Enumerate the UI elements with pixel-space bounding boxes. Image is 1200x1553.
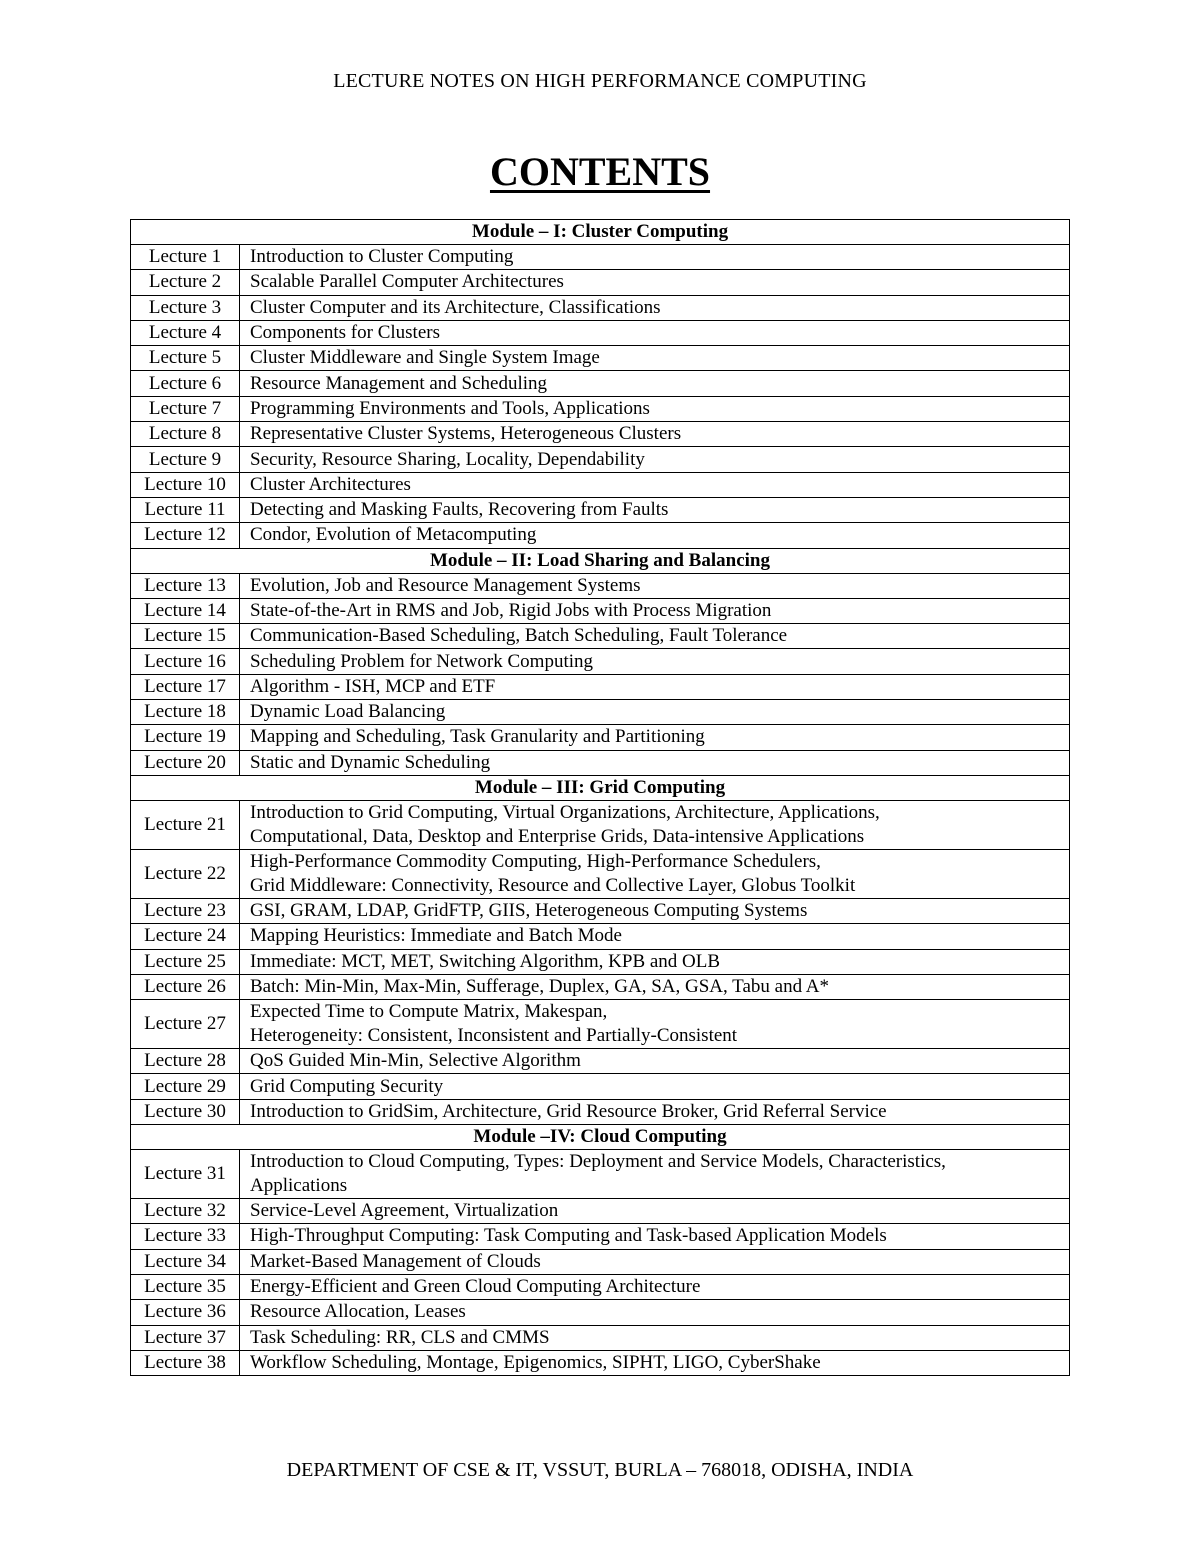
lecture-row xyxy=(131,649,1070,674)
lecture-topic-line: Programming Environments and Tools, Applications xyxy=(250,397,650,419)
lecture-label: Lecture 26 xyxy=(131,974,240,999)
lecture-topic-line: Introduction to Grid Computing, Virtual Organizations, Architecture, Applications, xyxy=(250,801,880,823)
lecture-label: Lecture 19 xyxy=(131,725,240,750)
lecture-topic-line: QoS Guided Min-Min, Selective Algorithm xyxy=(250,1050,581,1072)
lecture-row xyxy=(131,1074,1070,1099)
lecture-topic-line: Immediate: MCT, MET, Switching Algorithm, KPB and OLB xyxy=(250,950,721,972)
lecture-topic-line: Computational, Data, Desktop and Enterprise Grids, Data-intensive Applications xyxy=(250,825,865,847)
lecture-topic xyxy=(240,346,1070,371)
lecture-topic-line: High-Throughput Computing: Task Computing and Task-based Application Models xyxy=(250,1225,887,1247)
lecture-row xyxy=(131,1049,1070,1074)
lecture-topic xyxy=(240,700,1070,725)
lecture-row xyxy=(131,1325,1070,1350)
lecture-label: Lecture 14 xyxy=(131,598,240,623)
lecture-topic xyxy=(240,1350,1070,1375)
lecture-topic xyxy=(240,371,1070,396)
lecture-label: Lecture 6 xyxy=(131,371,240,396)
lecture-topic xyxy=(240,396,1070,421)
lecture-topic-line: Cluster Middleware and Single System Image xyxy=(250,347,600,369)
lecture-row xyxy=(131,245,1070,270)
lecture-label: Lecture 2 xyxy=(131,270,240,295)
lecture-topic-line: Introduction to Cloud Computing, Types: Deployment and Service Models, Characteristics, xyxy=(250,1151,946,1173)
lecture-row xyxy=(131,674,1070,699)
lecture-label: Lecture 28 xyxy=(131,1049,240,1074)
lecture-topic xyxy=(240,523,1070,548)
lecture-row xyxy=(131,573,1070,598)
lecture-topic-line: Resource Allocation, Leases xyxy=(250,1301,466,1323)
lecture-label: Lecture 11 xyxy=(131,497,240,522)
lecture-label: Lecture 32 xyxy=(131,1199,240,1224)
lecture-topic xyxy=(240,1274,1070,1299)
lecture-label: Lecture 15 xyxy=(131,624,240,649)
lecture-topic-line: Introduction to Cluster Computing xyxy=(250,246,514,268)
lecture-topic xyxy=(240,295,1070,320)
lecture-label: Lecture 22 xyxy=(131,849,240,898)
lecture-topic xyxy=(240,270,1070,295)
lecture-topic-line: Resource Management and Scheduling xyxy=(250,372,548,394)
lecture-label: Lecture 35 xyxy=(131,1274,240,1299)
lecture-topic-line: Mapping Heuristics: Immediate and Batch Mode xyxy=(250,925,622,947)
lecture-topic xyxy=(240,1249,1070,1274)
lecture-row xyxy=(131,523,1070,548)
lecture-row xyxy=(131,472,1070,497)
lecture-row xyxy=(131,725,1070,750)
lecture-label: Lecture 36 xyxy=(131,1300,240,1325)
module-title: Module – I: Cluster Computing xyxy=(131,220,1070,245)
lecture-label: Lecture 38 xyxy=(131,1350,240,1375)
lecture-topic-line: State-of-the-Art in RMS and Job, Rigid Jobs with Process Migration xyxy=(250,600,772,621)
lecture-label: Lecture 31 xyxy=(131,1150,240,1199)
lecture-label: Lecture 33 xyxy=(131,1224,240,1249)
lecture-row xyxy=(131,1350,1070,1375)
lecture-topic xyxy=(240,1099,1070,1124)
contents-table-body xyxy=(131,220,1070,1376)
lecture-topic xyxy=(240,245,1070,270)
lecture-row xyxy=(131,1199,1070,1224)
lecture-topic-line: Task Scheduling: RR, CLS and CMMS xyxy=(250,1326,550,1348)
lecture-label: Lecture 30 xyxy=(131,1099,240,1124)
lecture-topic xyxy=(240,949,1070,974)
lecture-row xyxy=(131,624,1070,649)
lecture-row xyxy=(131,295,1070,320)
lecture-topic xyxy=(240,1000,1070,1049)
lecture-row xyxy=(131,750,1070,775)
lecture-row xyxy=(131,270,1070,295)
lecture-row xyxy=(131,320,1070,345)
lecture-label: Lecture 8 xyxy=(131,422,240,447)
lecture-row xyxy=(131,974,1070,999)
lecture-row xyxy=(131,700,1070,725)
lecture-topic-line: Expected Time to Compute Matrix, Makespan, xyxy=(250,1001,608,1023)
lecture-row xyxy=(131,371,1070,396)
lecture-topic-line: Condor, Evolution of Metacomputing xyxy=(250,524,537,546)
lecture-label: Lecture 5 xyxy=(131,346,240,371)
lecture-topic xyxy=(240,1325,1070,1350)
lecture-topic xyxy=(240,649,1070,674)
lecture-label: Lecture 13 xyxy=(131,573,240,598)
lecture-row xyxy=(131,1099,1070,1124)
lecture-label: Lecture 7 xyxy=(131,396,240,421)
lecture-topic-line: Mapping and Scheduling, Task Granularity and Partitioning xyxy=(250,726,705,748)
lecture-topic xyxy=(240,898,1070,923)
lecture-row xyxy=(131,422,1070,447)
lecture-row xyxy=(131,598,1070,623)
lecture-topic-line: High-Performance Commodity Computing, High-Performance Schedulers, xyxy=(250,850,821,872)
lecture-row xyxy=(131,1300,1070,1325)
lecture-topic-line: Representative Cluster Systems, Heterogeneous Clusters xyxy=(250,423,682,445)
lecture-topic xyxy=(240,624,1070,649)
lecture-topic-line: Introduction to GridSim, Architecture, Grid Resource Broker, Grid Referral Service xyxy=(250,1100,887,1122)
module-header-row xyxy=(131,220,1070,245)
lecture-row xyxy=(131,849,1070,898)
lecture-topic-line: Detecting and Masking Faults, Recovering from Faults xyxy=(250,499,669,521)
lecture-label: Lecture 12 xyxy=(131,523,240,548)
running-header: LECTURE NOTES ON HIGH PERFORMANCE COMPUTING xyxy=(333,70,867,92)
lecture-row xyxy=(131,949,1070,974)
lecture-label: Lecture 17 xyxy=(131,674,240,699)
module-title: Module – III: Grid Computing xyxy=(131,775,1070,800)
lecture-topic xyxy=(240,1199,1070,1224)
lecture-label: Lecture 24 xyxy=(131,924,240,949)
lecture-label: Lecture 34 xyxy=(131,1249,240,1274)
lecture-topic xyxy=(240,320,1070,345)
lecture-label: Lecture 16 xyxy=(131,649,240,674)
lecture-label: Lecture 29 xyxy=(131,1074,240,1099)
lecture-topic-line: GSI, GRAM, LDAP, GridFTP, GIIS, Heterogeneous Computing Systems xyxy=(250,900,808,922)
lecture-row xyxy=(131,1274,1070,1299)
lecture-row xyxy=(131,1249,1070,1274)
lecture-label: Lecture 1 xyxy=(131,245,240,270)
lecture-topic xyxy=(240,800,1070,849)
lecture-topic-line: Security, Resource Sharing, Locality, Dependability xyxy=(250,448,645,470)
lecture-topic xyxy=(240,598,1070,623)
lecture-topic xyxy=(240,725,1070,750)
lecture-topic-line: Cluster Computer and its Architecture, Classifications xyxy=(250,296,661,318)
lecture-topic xyxy=(240,1224,1070,1249)
running-footer: DEPARTMENT OF CSE & IT, VSSUT, BURLA – 768018, ODISHA, INDIA xyxy=(286,1459,914,1481)
lecture-row xyxy=(131,924,1070,949)
lecture-label: Lecture 9 xyxy=(131,447,240,472)
lecture-topic-line: Energy-Efficient and Green Cloud Computing Architecture xyxy=(250,1276,701,1298)
lecture-row xyxy=(131,396,1070,421)
lecture-topic-line: Grid Middleware: Connectivity, Resource and Collective Layer, Globus Toolkit xyxy=(250,874,856,896)
lecture-topic xyxy=(240,573,1070,598)
lecture-topic-line: Algorithm - ISH, MCP and ETF xyxy=(250,675,496,697)
lecture-topic xyxy=(240,750,1070,775)
lecture-label: Lecture 20 xyxy=(131,750,240,775)
lecture-topic xyxy=(240,472,1070,497)
lecture-row xyxy=(131,1000,1070,1049)
lecture-label: Lecture 21 xyxy=(131,800,240,849)
lecture-label: Lecture 4 xyxy=(131,320,240,345)
lecture-row xyxy=(131,1150,1070,1199)
module-header-row xyxy=(131,775,1070,800)
lecture-topic xyxy=(240,974,1070,999)
lecture-topic-line: Service-Level Agreement, Virtualization xyxy=(250,1200,559,1222)
module-header-row xyxy=(131,1125,1070,1150)
lecture-topic xyxy=(240,447,1070,472)
lecture-label: Lecture 23 xyxy=(131,898,240,923)
page-title xyxy=(0,148,1200,195)
lecture-label: Lecture 3 xyxy=(131,295,240,320)
lecture-label: Lecture 25 xyxy=(131,949,240,974)
lecture-topic-line: Evolution, Job and Resource Management Systems xyxy=(250,574,641,596)
lecture-row xyxy=(131,1224,1070,1249)
lecture-topic xyxy=(240,1150,1070,1199)
lecture-label: Lecture 18 xyxy=(131,700,240,725)
lecture-topic-line: Heterogeneity: Consistent, Inconsistent and Partially-Consistent xyxy=(250,1025,738,1047)
page-title-text: CONTENTS xyxy=(489,149,711,194)
lecture-topic xyxy=(240,1049,1070,1074)
lecture-topic xyxy=(240,422,1070,447)
lecture-topic-line: Dynamic Load Balancing xyxy=(250,701,446,723)
lecture-row xyxy=(131,497,1070,522)
module-title: Module –IV: Cloud Computing xyxy=(131,1125,1070,1150)
lecture-topic-line: Scalable Parallel Computer Architectures xyxy=(250,271,564,293)
lecture-topic xyxy=(240,1074,1070,1099)
lecture-row xyxy=(131,800,1070,849)
lecture-topic xyxy=(240,497,1070,522)
lecture-label: Lecture 37 xyxy=(131,1325,240,1350)
lecture-topic-line: Static and Dynamic Scheduling xyxy=(250,751,491,773)
lecture-topic-line: Scheduling Problem for Network Computing xyxy=(250,650,594,672)
lecture-row xyxy=(131,447,1070,472)
lecture-topic-line: Cluster Architectures xyxy=(250,473,411,495)
lecture-topic-line: Grid Computing Security xyxy=(250,1075,444,1097)
lecture-topic xyxy=(240,924,1070,949)
lecture-topic xyxy=(240,674,1070,699)
lecture-topic xyxy=(240,849,1070,898)
lecture-topic-line: Applications xyxy=(250,1175,348,1197)
lecture-topic-line: Communication-Based Scheduling, Batch Scheduling, Fault Tolerance xyxy=(250,625,788,647)
lecture-topic-line: Market-Based Management of Clouds xyxy=(250,1250,541,1272)
lecture-label: Lecture 10 xyxy=(131,472,240,497)
lecture-label: Lecture 27 xyxy=(131,1000,240,1049)
module-title: Module – II: Load Sharing and Balancing xyxy=(131,548,1070,573)
lecture-topic xyxy=(240,1300,1070,1325)
contents-table xyxy=(130,219,1070,1376)
lecture-row xyxy=(131,346,1070,371)
lecture-row xyxy=(131,898,1070,923)
lecture-topic-line: Batch: Min-Min, Max-Min, Sufferage, Duplex, GA, SA, GSA, Tabu and A* xyxy=(250,975,829,997)
lecture-topic-line: Components for Clusters xyxy=(250,322,440,344)
module-header-row xyxy=(131,548,1070,573)
lecture-topic-line: Workflow Scheduling, Montage, Epigenomics, SIPHT, LIGO, CyberShake xyxy=(250,1351,821,1373)
